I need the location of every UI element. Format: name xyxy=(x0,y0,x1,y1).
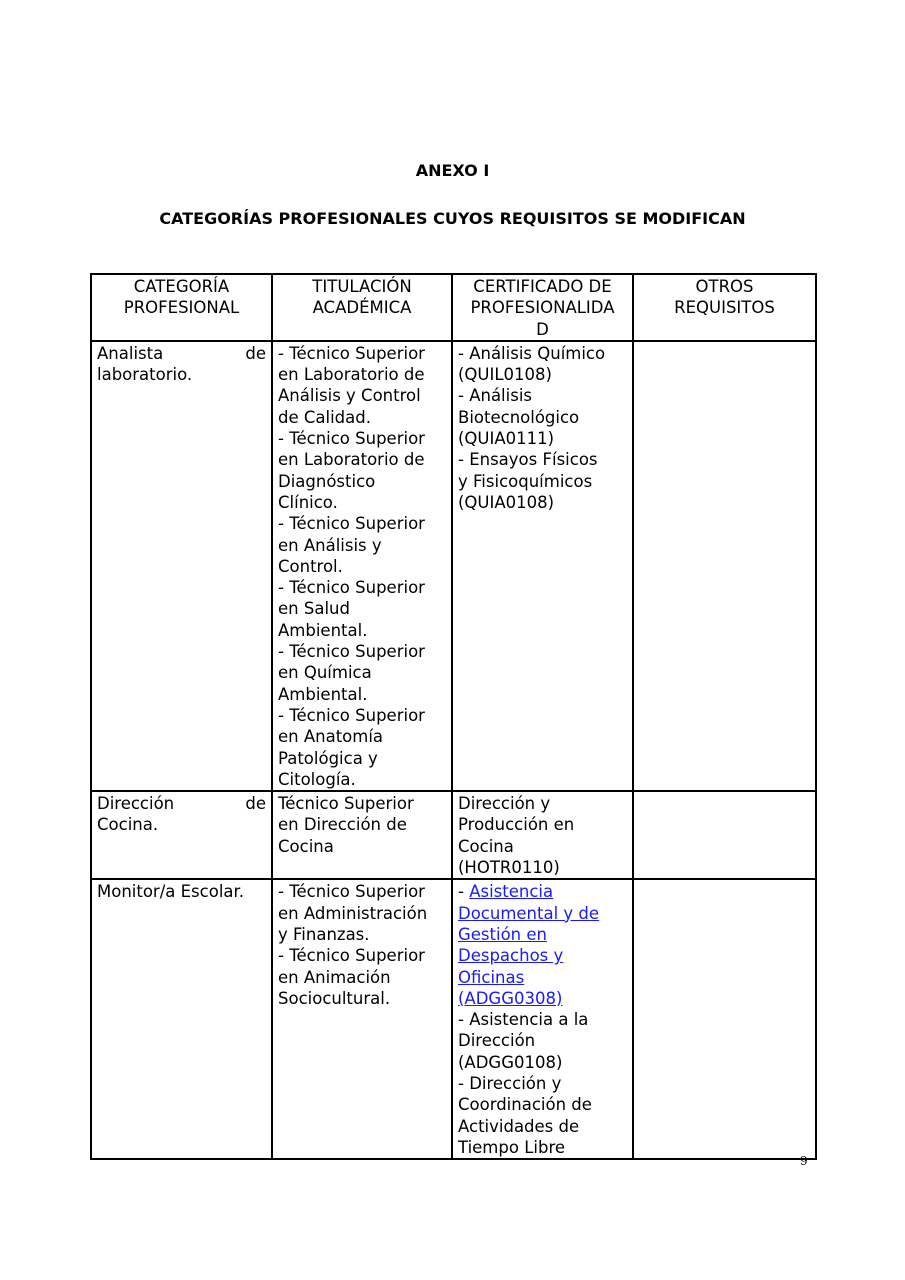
link-line xyxy=(458,903,627,924)
categoria-line: laboratorio. xyxy=(97,365,193,385)
categoria-word: Dirección xyxy=(97,794,175,814)
header-line: CATEGORÍA xyxy=(133,277,230,296)
cell-line: en Química xyxy=(278,663,372,683)
cell-categoria xyxy=(91,791,272,879)
cell-line: - Técnico Superior xyxy=(278,882,425,902)
cell-line: Patológica y xyxy=(278,748,378,768)
header-line: TITULACIÓN xyxy=(312,277,412,296)
categoria-line xyxy=(97,793,266,814)
cell-line: en Animación xyxy=(278,967,391,987)
header-categoria xyxy=(91,274,272,341)
cell-line: en Laboratorio de xyxy=(278,365,425,385)
link-line xyxy=(458,881,627,902)
categoria-word: Analista xyxy=(97,343,164,363)
header-line: PROFESIONAL xyxy=(123,298,240,318)
link-text: Documental y de xyxy=(458,903,600,923)
requirements-table xyxy=(90,273,817,1160)
cell-line: Control. xyxy=(278,556,343,576)
table-header-row xyxy=(91,274,816,341)
categoria-line: Monitor/a Escolar. xyxy=(97,882,245,902)
cell-line: Tiempo Libre xyxy=(458,1137,566,1157)
annex-title: ANEXO I xyxy=(415,161,490,180)
page-number: 9 xyxy=(800,1154,808,1168)
link-line xyxy=(458,924,627,945)
link-text: Gestión en xyxy=(458,924,547,944)
cell-line: (QUIL0108) xyxy=(458,365,552,385)
cell-line: en Análisis y xyxy=(278,535,382,555)
annex-subtitle: CATEGORÍAS PROFESIONALES CUYOS REQUISITOS SE MODIFICAN xyxy=(159,209,746,228)
cell-line: - Técnico Superior xyxy=(278,946,425,966)
cell-line: (QUIA0111) xyxy=(458,429,555,449)
cell-line: Ambiental. xyxy=(278,620,368,640)
cell-line: Coordinación de xyxy=(458,1095,592,1115)
link-line xyxy=(458,988,627,1009)
cell-line: Técnico Superior xyxy=(278,794,414,814)
cell-line: - Técnico Superior xyxy=(278,642,425,662)
header-titulacion xyxy=(272,274,452,341)
certificado-rest xyxy=(458,1009,627,1158)
categoria-line xyxy=(97,343,266,364)
cell-line: - Técnico Superior xyxy=(278,514,425,534)
link-text: Oficinas xyxy=(458,967,525,987)
cell-line: - Técnico Superior xyxy=(278,343,425,363)
cell-certificado xyxy=(452,341,633,791)
cell-otros xyxy=(633,879,816,1159)
cell-otros xyxy=(633,791,816,879)
link-text: Despachos y xyxy=(458,946,564,966)
cell-line: (QUIA0108) xyxy=(458,492,555,512)
cell-titulacion xyxy=(272,791,452,879)
header-line: REQUISITOS xyxy=(674,298,775,318)
link-prefix: - xyxy=(458,882,470,902)
cell-otros xyxy=(633,341,816,791)
cell-line: - Análisis xyxy=(458,386,533,406)
table-row xyxy=(91,341,816,791)
cell-line: Cocina xyxy=(458,836,514,856)
cell-certificado xyxy=(452,791,633,879)
cell-line: Diagnóstico xyxy=(278,471,376,491)
cell-line: en Salud xyxy=(278,599,350,619)
cell-line: Actividades de xyxy=(458,1116,580,1136)
cell-line: y Fisicoquímicos xyxy=(458,471,593,491)
header-line: CERTIFICADO DE xyxy=(473,277,612,296)
header-otros xyxy=(633,274,816,341)
cell-line: en Anatomía xyxy=(278,727,384,747)
cell-line: y Finanzas. xyxy=(278,924,370,944)
cell-titulacion xyxy=(272,879,452,1159)
table-row xyxy=(91,791,816,879)
header-line: D xyxy=(536,319,549,339)
cell-line: - Dirección y xyxy=(458,1073,562,1093)
categoria-word: de xyxy=(245,343,266,363)
cell-line: Clínico. xyxy=(278,492,338,512)
cell-line: en Laboratorio de xyxy=(278,450,425,470)
cell-line: - Técnico Superior xyxy=(278,705,425,725)
header-line: OTROS xyxy=(695,277,754,296)
categoria-line: Cocina. xyxy=(97,815,159,835)
link-line xyxy=(458,967,627,988)
cell-line: de Calidad. xyxy=(278,407,371,427)
cell-categoria xyxy=(91,341,272,791)
categoria-word: de xyxy=(245,794,266,814)
cell-line: Citología. xyxy=(278,769,356,789)
cell-line: Producción en xyxy=(458,815,575,835)
table-row xyxy=(91,879,816,1159)
cell-line: Dirección xyxy=(458,1031,536,1051)
header-line: ACADÉMICA xyxy=(312,298,412,318)
cell-line: (HOTR0110) xyxy=(458,858,560,878)
cell-line: en Dirección de xyxy=(278,815,407,835)
cell-certificado xyxy=(452,879,633,1159)
cell-line: (ADGG0108) xyxy=(458,1052,563,1072)
cell-line: Ambiental. xyxy=(278,684,368,704)
header-certificado xyxy=(452,274,633,341)
certificate-link[interactable] xyxy=(458,881,627,1009)
cell-line: - Ensayos Físicos xyxy=(458,450,598,470)
cell-line: en Administración xyxy=(278,903,428,923)
link-text: Asistencia xyxy=(469,882,554,902)
cell-line: Cocina xyxy=(278,836,334,856)
cell-categoria xyxy=(91,879,272,1159)
cell-line: - Asistencia a la xyxy=(458,1010,589,1030)
link-text: (ADGG0308) xyxy=(458,988,563,1008)
cell-line: - Técnico Superior xyxy=(278,429,425,449)
link-line xyxy=(458,945,627,966)
cell-titulacion xyxy=(272,341,452,791)
cell-line: Sociocultural. xyxy=(278,988,391,1008)
cell-line: Biotecnológico xyxy=(458,407,580,427)
header-line: PROFESIONALIDA xyxy=(470,298,615,318)
cell-line: Análisis y Control xyxy=(278,386,421,406)
cell-line: Dirección y xyxy=(458,794,551,814)
cell-line: - Análisis Químico xyxy=(458,343,606,363)
cell-line: - Técnico Superior xyxy=(278,578,425,598)
